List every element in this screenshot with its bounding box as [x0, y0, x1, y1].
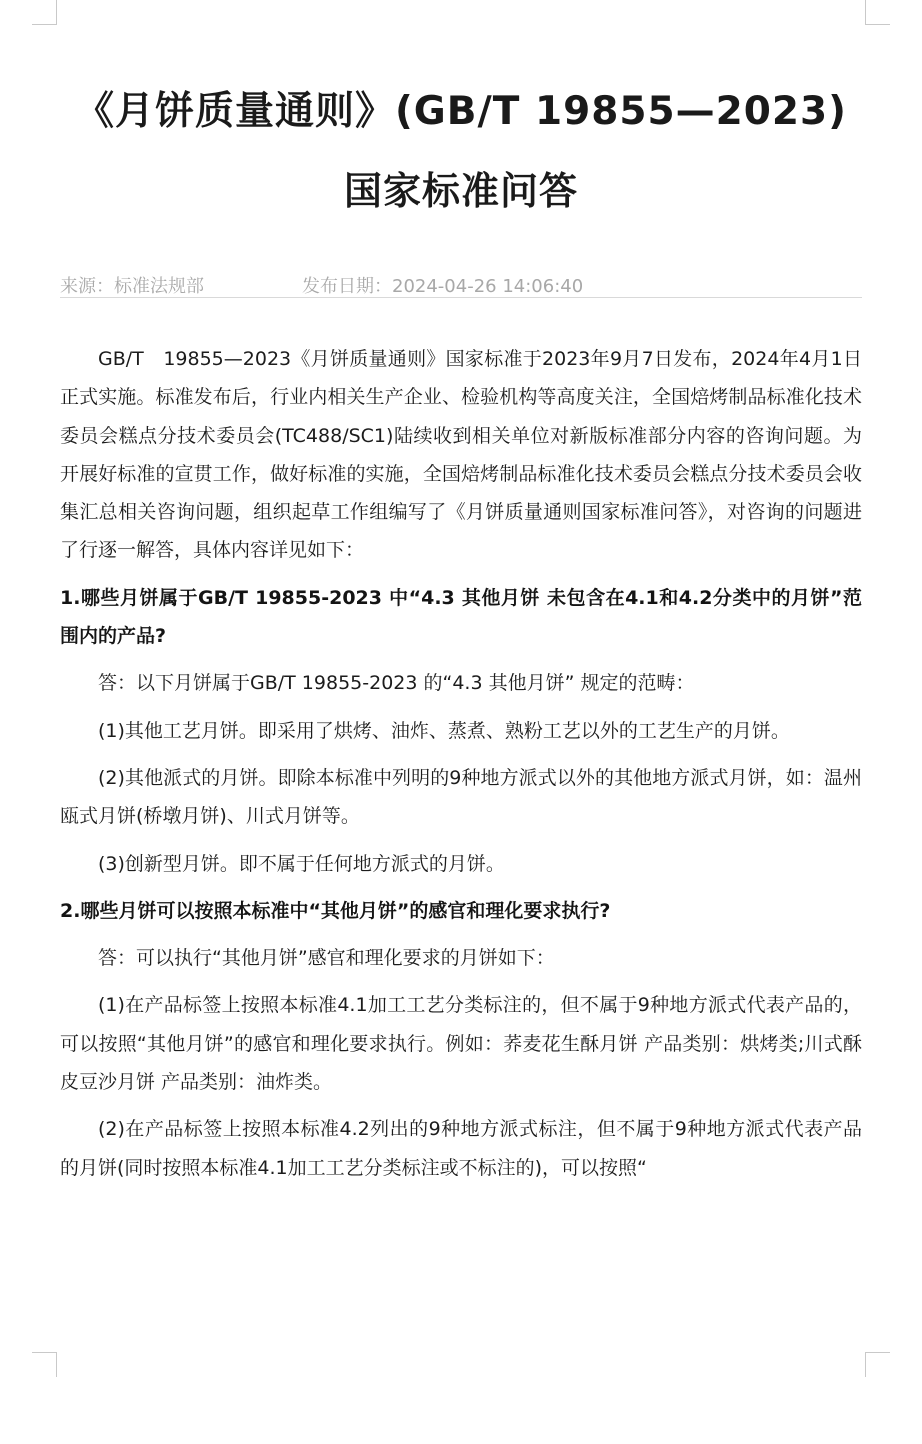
intro-paragraph: GB/T 19855—2023《月饼质量通则》国家标准于2023年9月7日发布，2024年4月1日正式实施。标准发布后，行业内相关生产企业、检验机构等高度关注，全国焙烤制品标准化技术委员会糕点分技术委员会(TC488/SC1)陆续收到相关单位对新版标准部分内容的咨询问题。为开展好标准的宣贯工作，做好标准的实施，全国焙烤制品标准化技术委员会糕点分技术委员会收集汇总相关咨询问题，组织起草工作组编写了《月饼质量通则国家标准问答》，对咨询的问题进了行逐一解答，具体内容详见如下：: [60, 348, 862, 562]
crop-mark-bottom-left: [32, 1352, 57, 1377]
question-2: 2.哪些月饼可以按照本标准中“其他月饼”的感官和理化要求执行?: [60, 899, 611, 922]
publish-date: 发布日期：2024-04-26 14:06:40: [302, 276, 584, 297]
article-body: [60, 340, 862, 1187]
answer-2-intro: 答：可以执行“其他月饼”感官和理化要求的月饼如下：: [98, 947, 555, 970]
answer-1-intro: 答：以下月饼属于GB/T 19855-2023 的“4.3 其他月饼” 规定的范畴：: [98, 672, 695, 695]
crop-mark-top-right: [865, 0, 890, 25]
meta-divider: [60, 297, 862, 298]
document-subtitle: 国家标准问答: [343, 169, 578, 213]
question-1: 1.哪些月饼属于GB/T 19855-2023 中“4.3 其他月饼 未包含在4.1和4.2分类中的月饼”范围内的产品?: [60, 586, 862, 648]
article-meta: [60, 272, 862, 298]
answer-1-item-2: (2)其他派式的月饼。即除本标准中列明的9种地方派式以外的其他地方派式月饼，如：温州瓯式月饼(桥墩月饼)、川式月饼等。: [60, 766, 862, 828]
crop-mark-top-left: [32, 0, 57, 25]
answer-2-item-2: (2)在产品标签上按照本标准4.2列出的9种地方派式标注，但不属于9种地方派式代表产品的月饼(同时按照本标准4.1加工工艺分类标注或不标注的)，可以按照“: [60, 1118, 862, 1179]
answer-1-item-1: (1)其他工艺月饼。即采用了烘烤、油炸、蒸煮、熟粉工艺以外的工艺生产的月饼。: [98, 719, 790, 742]
document-title: 《月饼质量通则》(GB/T 19855—2023): [74, 89, 848, 134]
source-label: 来源：标准法规部: [60, 276, 204, 297]
crop-mark-bottom-right: [865, 1352, 890, 1377]
answer-1-item-3: (3)创新型月饼。即不属于任何地方派式的月饼。: [98, 852, 505, 875]
answer-2-item-1: (1)在产品标签上按照本标准4.1加工工艺分类标注的，但不属于9种地方派式代表产品的，可以按照“其他月饼”的感官和理化要求执行。例如：荞麦花生酥月饼 产品类别：烘烤类;川式酥皮豆沙月饼 产品类别：油炸类。: [60, 994, 862, 1094]
